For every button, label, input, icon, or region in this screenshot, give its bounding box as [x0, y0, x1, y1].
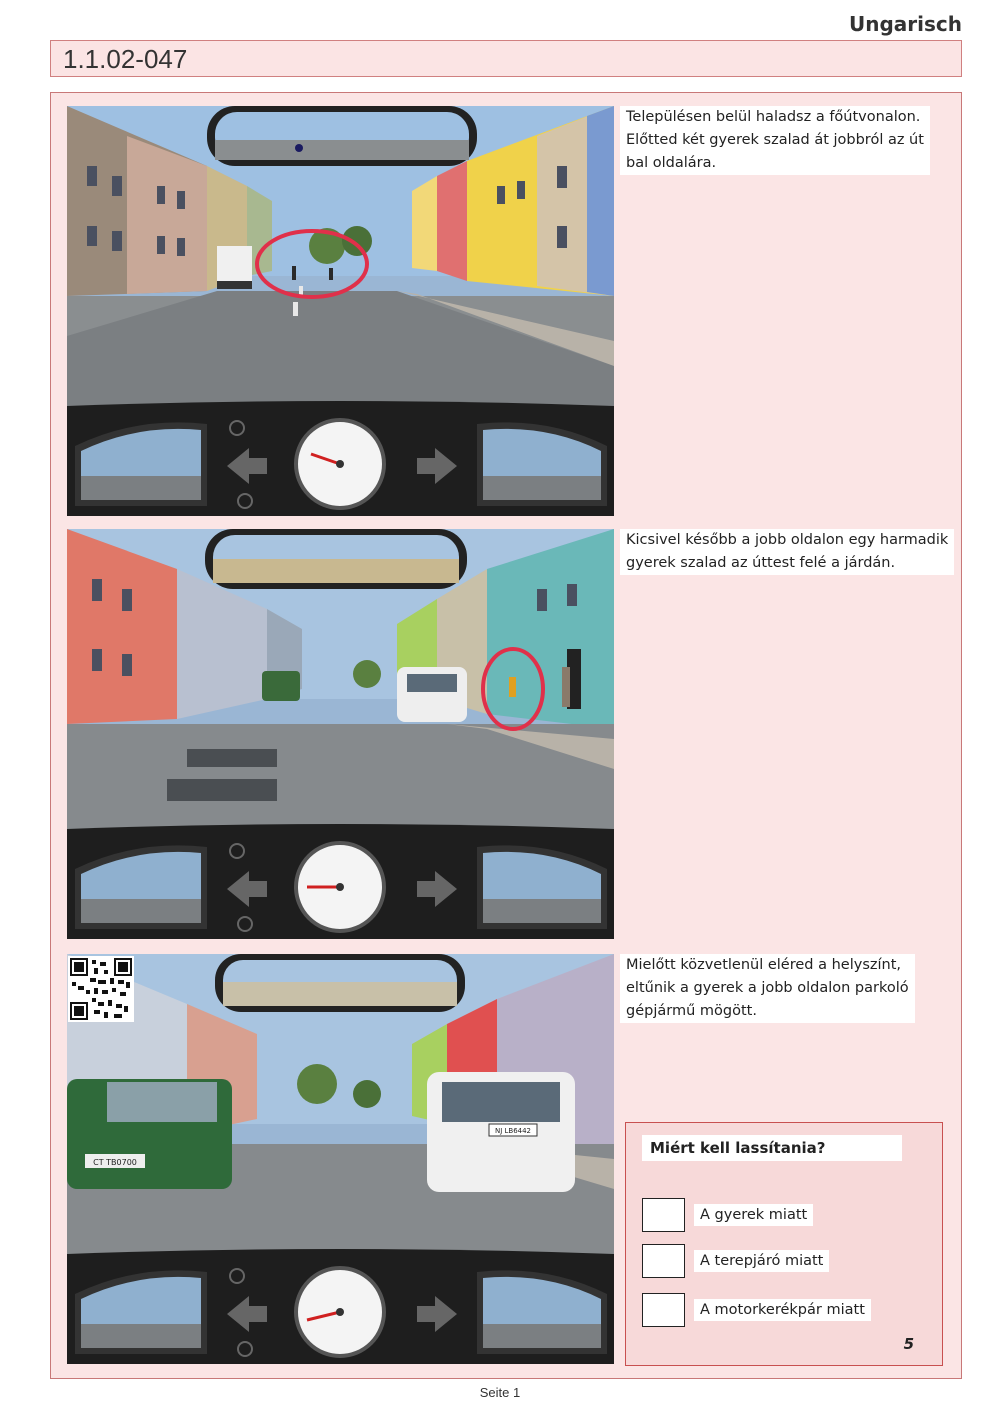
page-footer: Seite 1 [479, 1385, 521, 1400]
caption-line: Kicsivel később a jobb oldalon egy harmadik [626, 532, 949, 548]
answer-checkbox-2[interactable] [642, 1244, 685, 1278]
page-marker: 5 [903, 1335, 914, 1353]
question-prompt: Miért kell lassítania? [642, 1135, 902, 1161]
scene-image-3 [67, 954, 614, 1364]
caption-line: gépjármű mögött. [626, 1003, 757, 1019]
caption-line: bal oldalára. [626, 155, 717, 171]
scene-caption-2 [620, 529, 954, 575]
scene-caption-1 [620, 106, 930, 175]
answer-checkbox-3[interactable] [642, 1293, 685, 1327]
question-box [625, 1122, 943, 1366]
van-plate-text: NJ LB6442 [494, 1127, 532, 1135]
suv-plate-text: CT TB0700 [93, 1158, 137, 1167]
scene-image-1 [67, 106, 614, 516]
answer-label-3: A motorkerékpár miatt [694, 1299, 871, 1321]
caption-line: Mielőtt közvetlenül eléred a helyszínt, [626, 957, 901, 973]
caption-line: Településen belül haladsz a főútvonalon. [626, 109, 921, 125]
question-code: 1.1.02-047 [63, 44, 188, 74]
scene-image-2 [67, 529, 614, 939]
answer-label-2: A terepjáró miatt [694, 1250, 829, 1272]
answer-label-1: A gyerek miatt [694, 1204, 813, 1226]
title-bar [50, 40, 962, 77]
caption-line: Előtted két gyerek szalad át jobbról az út [626, 132, 924, 148]
language-tag: Ungarisch [848, 12, 962, 36]
qr-code-icon [68, 956, 134, 1022]
caption-line: eltűnik a gyerek a jobb oldalon parkoló [626, 980, 909, 996]
scene-caption-3 [620, 954, 915, 1023]
answer-checkbox-1[interactable] [642, 1198, 685, 1232]
caption-line: gyerek szalad az úttest felé a járdán. [626, 555, 896, 571]
